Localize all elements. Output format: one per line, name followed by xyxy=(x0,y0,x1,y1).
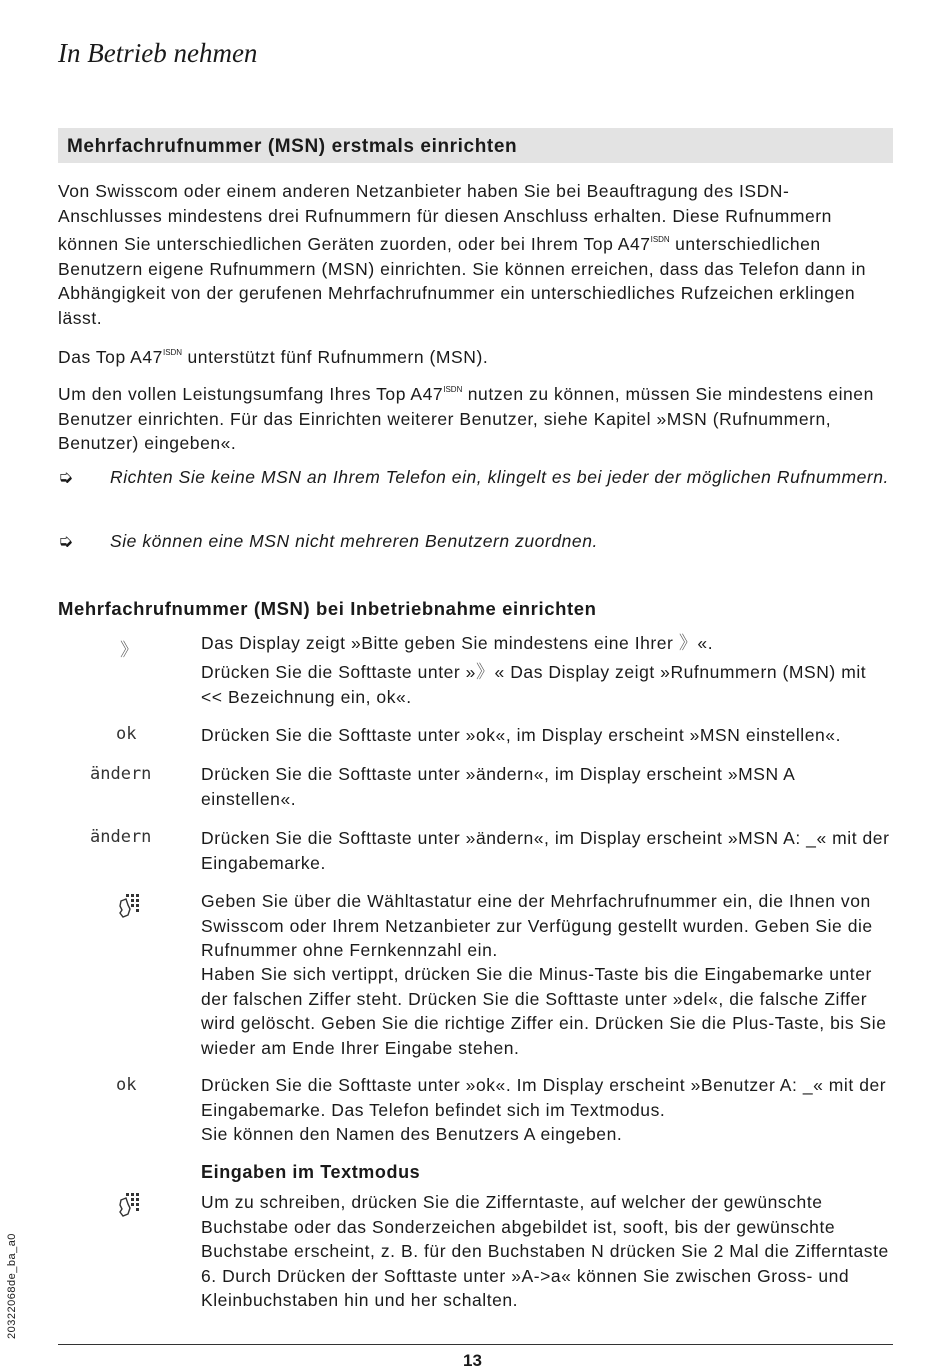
document-code: 20322068de_ba_a0 xyxy=(6,1233,18,1339)
double-chevron-icon: 》 xyxy=(120,640,138,661)
note-arrow-icon: ➭ xyxy=(58,531,74,551)
softkey-aendern-label: ändern xyxy=(90,827,152,847)
text-mode-heading: Eingaben im Textmodus xyxy=(201,1162,421,1182)
step-6: Geben Sie über die Wähltastatur eine der Mehrfachrufnummer ein, die Ihnen von Swisscom oder Ihrem Netzanbieter zur Verfügung gestellt wurden. Geben Sie die Rufnummer ohne Fernkennzahl ein. xyxy=(201,891,873,961)
double-chevron-icon: 》 xyxy=(678,633,698,653)
softkey-ok-label: ok xyxy=(116,1075,137,1095)
step-5: Drücken Sie die Softtaste unter »ändern«, im Display erscheint »MSN A: _« mit der Eingabemarke. xyxy=(201,828,890,873)
footer-divider xyxy=(58,1344,893,1345)
text-mode-paragraph: Um zu schreiben, drücken Sie die Zifferntaste, auf welcher der gewünschte Buchstabe oder das Sonderzeichen abgebildet ist, sooft, bis der gewünschte Buchstabe erscheint, z. B. für den Buchstaben N drücken Sie 2 Mal die Zifferntaste 6. Durch Drücken der Softtaste unter »A->a« können Sie zwischen Gross- und Kleinbuchstaben hin und her schalten. xyxy=(201,1192,889,1311)
step-2: Drücken Sie die Softtaste unter »》« Das Display zeigt »Rufnummern (MSN) mit << Bezeichnung ein, ok«. xyxy=(201,662,867,707)
intro-paragraph-3: Um den vollen Leistungsumfang Ihres Top $A47^{ISDN}$ nutzen zu können, müssen Sie mindestens einen Benutzer einrichten. Für das Einrichten weiterer Benutzer, siehe Kapitel »MSN (Rufnummern, Benutzer) eingeben«. xyxy=(58,384,874,454)
softkey-ok-label: ok xyxy=(116,724,137,744)
step-1: Das Display zeigt »Bitte geben Sie mindestens eine Ihrer 》«. xyxy=(201,633,714,653)
step-3: Drücken Sie die Softtaste unter »ok«, im Display erscheint »MSN einstellen«. xyxy=(201,725,842,745)
note-2: Sie können eine MSN nicht mehreren Benutzern zuordnen. xyxy=(110,531,598,551)
note-arrow-icon: ➭ xyxy=(58,467,74,487)
step-7-note: Sie können den Namen des Benutzers A eingeben. xyxy=(201,1124,623,1144)
double-chevron-icon: 》 xyxy=(475,662,495,682)
section-title: Mehrfachrufnummer (MSN) erstmals einrichten xyxy=(67,136,518,157)
note-1: Richten Sie keine MSN an Ihrem Telefon ein, klingelt es bei jeder der möglichen Rufnummern. xyxy=(110,467,889,487)
step-6-correction: Haben Sie sich vertippt, drücken Sie die Minus-Taste bis die Eingabemarke unter der falschen Ziffer steht. Drücken Sie die Softtaste unter »del«, die falsche Ziffer wird gelöscht. Geben Sie die richtige Ziffer ein. Drücken Sie die Plus-Taste, bis Sie wieder am Ende Ihrer Eingabe stehen. xyxy=(201,964,887,1058)
step-4: Drücken Sie die Softtaste unter »ändern«, im Display erscheint »MSN A einstellen«. xyxy=(201,764,795,809)
page-number: 13 xyxy=(463,1351,482,1370)
procedure-heading: Mehrfachrufnummer (MSN) bei Inbetriebnahme einrichten xyxy=(58,598,597,619)
chapter-title: In Betrieb nehmen xyxy=(58,38,258,68)
intro-paragraph-2: Das Top $A47^{ISDN}$ unterstützt fünf Rufnummern (MSN). xyxy=(58,347,489,367)
intro-paragraph-1: Von Swisscom oder einem anderen Netzanbieter haben Sie bei Beauftragung des ISDN-Anschlusses mindestens drei Rufnummern für diesen Anschluss erhalten. Diese Rufnummern können Sie unterschiedlichen Geräten zuorden, oder bei Ihrem Top $A47^{ISDN}$ unterschiedlichen Benutzern eigene Rufnummern (MSN) einrichten. Sie können erreichen, dass das Telefon dann in Abhängigkeit von der gerufenen Mehrfachrufnummer ein unterschiedliches Rufzeichen erklingen lässt. xyxy=(58,181,867,328)
keypad-icon xyxy=(117,1192,141,1218)
keypad-icon xyxy=(117,893,141,919)
step-7: Drücken Sie die Softtaste unter »ok«. Im Display erscheint »Benutzer A: _« mit der Eingabemarke. Das Telefon befindet sich im Textmodus. xyxy=(201,1075,887,1120)
softkey-aendern-label: ändern xyxy=(90,764,152,784)
